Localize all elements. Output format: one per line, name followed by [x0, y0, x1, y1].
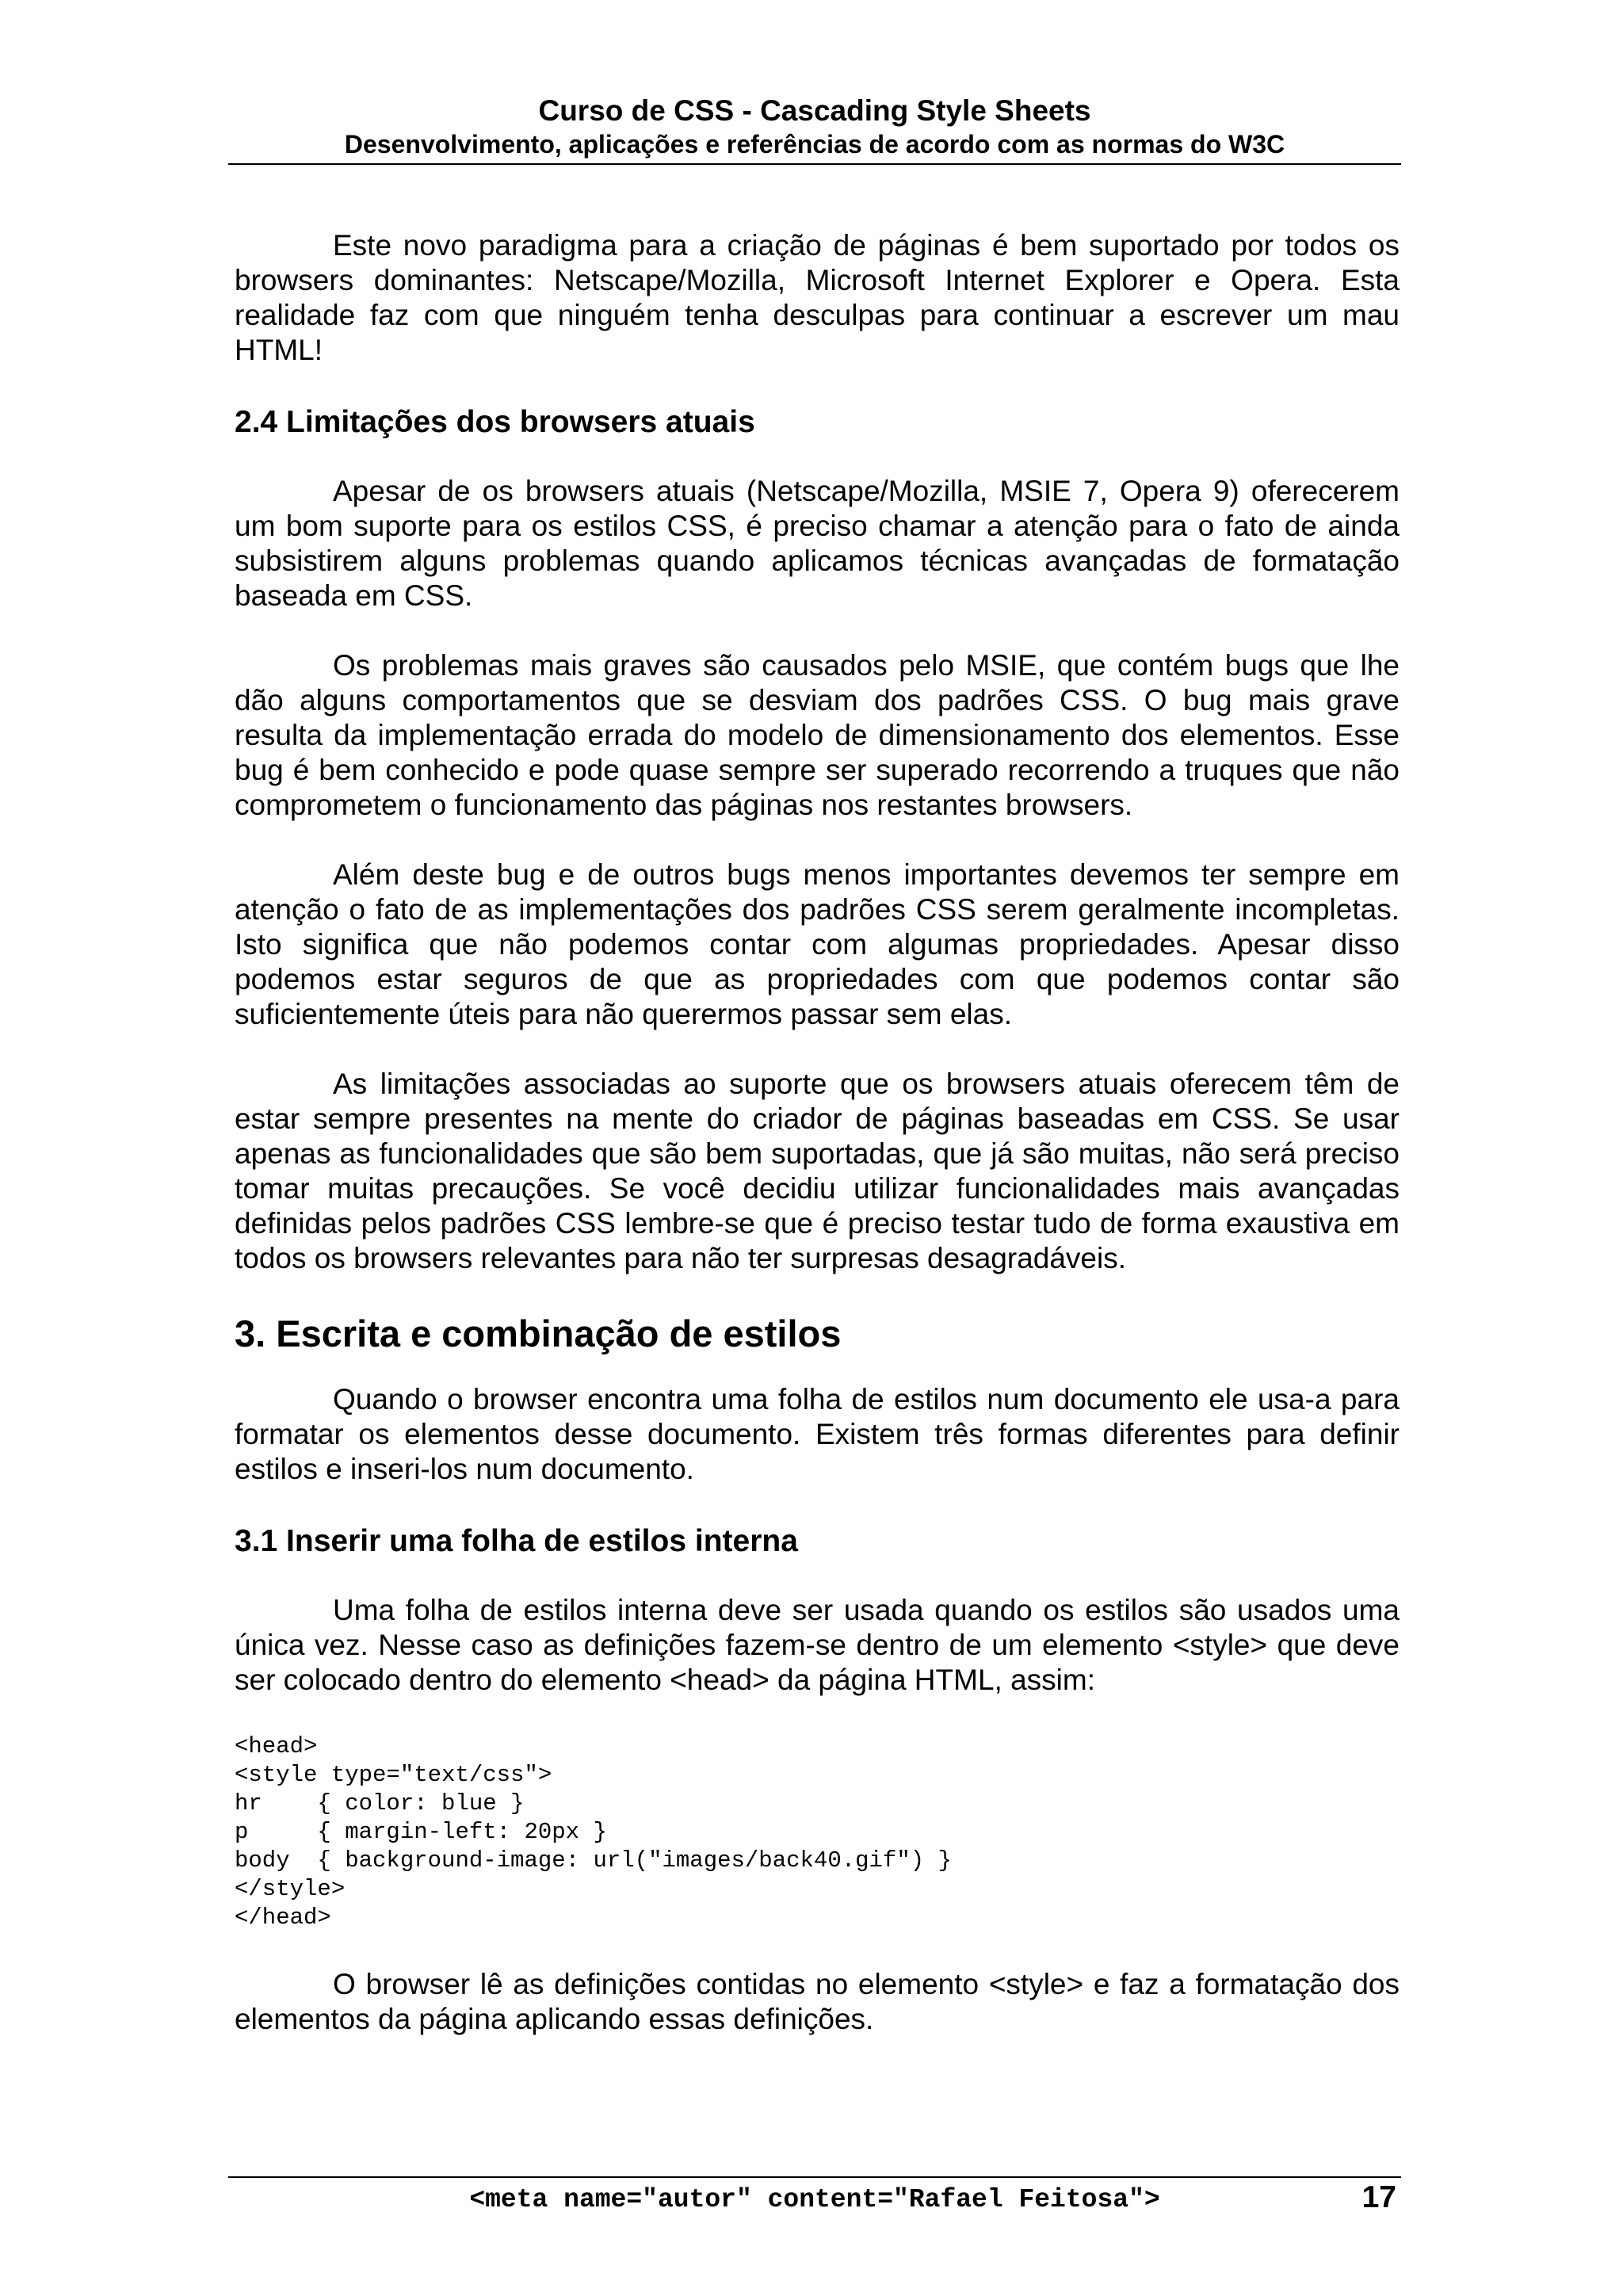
header-subtitle: Desenvolvimento, aplicações e referências de acordo com as normas do W3C [344, 130, 1285, 159]
heading-2-4: 2.4 Limitações dos browsers atuais [235, 405, 755, 439]
footer-meta: <meta name="autor" content="Rafael Feitosa"> [469, 2185, 1160, 2214]
heading-3-1: 3.1 Inserir uma folha de estilos interna [235, 1524, 798, 1558]
paragraph-internal-stylesheet: Uma folha de estilos interna deve ser usada quando os estilos são usados uma única vez. Nesse caso as definições fazem-se dentro de um elemento <style> que deve ser colocado dentro do elemento <head> da página HTML, assim: [235, 1594, 1400, 1696]
header-rule [228, 163, 1401, 165]
code-example: <head> <style type="text/css"> hr { color: blue } p { margin-left: 20px } body { background-image: url("images/back40.gif") } </style> </head> [235, 1733, 952, 1931]
page-header [228, 94, 1401, 160]
paragraph-limitations: Apesar de os browsers atuais (Netscape/Mozilla, MSIE 7, Opera 9) oferecerem um bom suporte para os estilos CSS, é preciso chamar a atenção para o fato de ainda subsistirem alguns problemas quando aplicamos técnicas avançadas de formatação baseada em CSS. [235, 475, 1400, 612]
paragraph-incomplete-implementations: Além deste bug e de outros bugs menos importantes devemos ter sempre em atenção o fato de as implementações dos padrões CSS serem geralmente incompletas. Isto significa que não podemos contar com algumas propriedades. Apesar disso podemos estar seguros de que as propriedades com que podemos contar são suficientemente úteis para não querermos passar sem elas. [235, 858, 1400, 1030]
footer-rule [228, 2176, 1401, 2178]
paragraph-browser-reads: O browser lê as definições contidas no elemento <style> e faz a formatação dos elementos da página aplicando essas definições. [235, 1968, 1400, 2035]
page-footer [228, 2179, 1401, 2219]
heading-3: 3. Escrita e combinação de estilos [235, 1312, 842, 1354]
page-content [235, 228, 1400, 2072]
page-number: 17 [1361, 2180, 1396, 2214]
paragraph-paradigm: Este novo paradigma para a criação de páginas é bem suportado por todos os browsers dominantes: Netscape/Mozilla, Microsoft Internet Explorer e Opera. Esta realidade faz com que ninguém tenha desculpas para continuar a escrever um mau HTML! [235, 229, 1400, 366]
paragraph-testing: As limitações associadas ao suporte que os browsers atuais oferecem têm de estar sempre presentes na mente do criador de páginas baseadas em CSS. Se usar apenas as funcionalidades que são bem suportadas, que já são muitas, não será preciso tomar muitas precauções. Se você decidiu utilizar funcionalidades mais avançadas definidas pelos padrões CSS lembre-se que é preciso testar tudo de forma exaustiva em todos os browsers relevantes para não ter surpresas desagradáveis. [235, 1068, 1400, 1274]
paragraph-msie-bugs: Os problemas mais graves são causados pelo MSIE, que contém bugs que lhe dão alguns comportamentos que se desviam dos padrões CSS. O bug mais grave resulta da implementação errada do modelo de dimensionamento dos elementos. Esse bug é bem conhecido e pode quase sempre ser superado recorrendo a truques que não comprometem o funcionamento das páginas nos restantes browsers. [235, 649, 1400, 821]
header-title: Curso de CSS - Cascading Style Sheets [538, 94, 1091, 127]
paragraph-style-sheets: Quando o browser encontra uma folha de estilos num documento ele usa-a para formatar os elementos desse documento. Existem três formas diferentes para definir estilos e inseri-los num documento. [235, 1383, 1400, 1485]
